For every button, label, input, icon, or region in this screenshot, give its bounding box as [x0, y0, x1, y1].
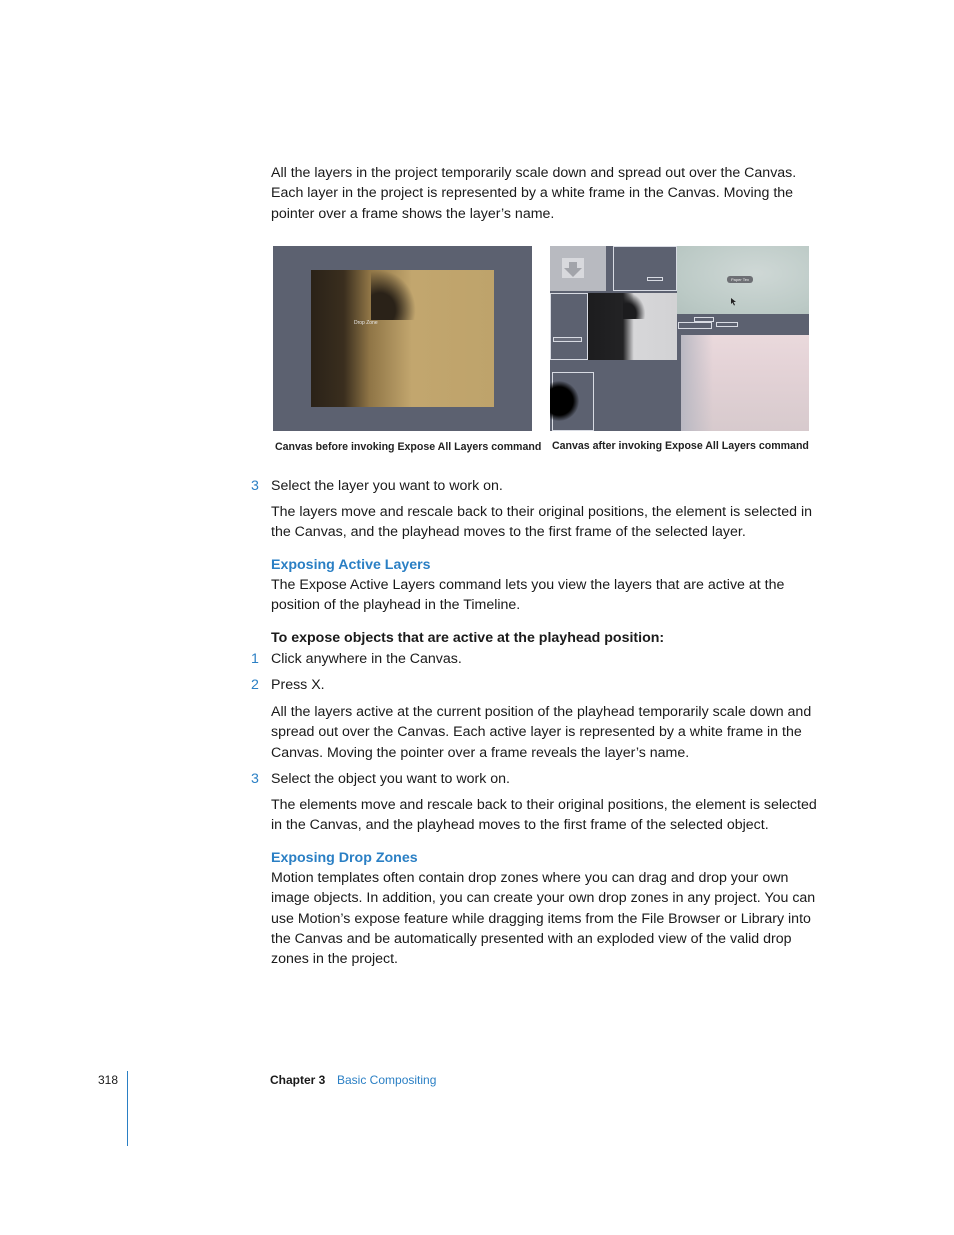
import-arrow-tile: [550, 246, 606, 291]
task-lead: To expose objects that are active at the playhead position:: [271, 630, 665, 646]
caption-after: Canvas after invoking Expose All Layers command: [552, 440, 809, 452]
step-result: The elements move and rescale back to their original positions, the element is selected in the Canvas, and the playhead moves to the first frame of the selected object.: [271, 797, 817, 834]
step-text: Select the layer you want to work on.: [271, 478, 503, 494]
step-number: 3: [251, 771, 259, 787]
step-number: 2: [251, 677, 259, 693]
footer-chapter-title: Basic Compositing: [337, 1073, 437, 1087]
footer-chapter: Chapter 3: [270, 1073, 326, 1087]
step-number: 3: [251, 478, 259, 494]
paper-texture-label: Paper Tex: [727, 276, 753, 283]
drop-zone-label: Drop Zone: [354, 320, 378, 326]
canvas-before-screenshot: [273, 246, 532, 431]
caption-before: Canvas before invoking Expose All Layers command: [275, 441, 542, 453]
layer-frame[interactable]: [553, 337, 582, 342]
down-arrow-icon: [550, 246, 606, 291]
intro-paragraph: All the layers in the project temporarily scale down and spread out over the Canvas. Each layer in the project is represented by a white frame in the Canvas. Moving the pointer over a frame shows the layer’s name.: [271, 165, 797, 222]
layer-frame[interactable]: [552, 372, 594, 431]
layer-frame[interactable]: [716, 322, 738, 327]
page-number: 318: [98, 1073, 119, 1087]
section-body-drop-zones: Motion templates often contain drop zones where you can drag and drop your own image objects. In addition, you can create your own drop zones in any project. You can use Motion’s expose feature while dragging items from the File Browser or Library into the Canvas and be automatically presented with an exploded view of the valid drop zones in the project.: [271, 870, 816, 968]
step-number: 1: [251, 651, 259, 667]
pointer-icon: [731, 298, 737, 306]
silhouette-tile[interactable]: [587, 293, 677, 360]
section-body-active-layers: The Expose Active Layers command lets you view the layers that are active at the position of the playhead in the Timeline.: [271, 577, 785, 614]
layer-frame[interactable]: [678, 322, 712, 329]
layer-frame[interactable]: [647, 277, 663, 281]
layer-frame[interactable]: [613, 246, 677, 291]
step-result: All the layers active at the current position of the playhead temporarily scale down and spread out over the Canvas. Each active layer is represented by a white frame in the Canvas. Moving the pointer over a frame reveals the layer’s name.: [271, 704, 812, 761]
canvas-after-screenshot: [550, 246, 809, 431]
footer-rule: [127, 1071, 128, 1146]
drop-zone-image: [311, 270, 494, 407]
gradient-tile[interactable]: [681, 335, 809, 431]
layer-frame[interactable]: [694, 317, 714, 322]
step-text: Click anywhere in the Canvas.: [271, 651, 462, 667]
layer-frame[interactable]: [550, 293, 588, 360]
step-text: Press X.: [271, 677, 325, 693]
step-text: Select the object you want to work on.: [271, 771, 510, 787]
section-heading-drop-zones: Exposing Drop Zones: [271, 850, 418, 866]
section-heading-active-layers: Exposing Active Layers: [271, 557, 431, 573]
step-result: The layers move and rescale back to their original positions, the element is selected in the Canvas, and the playhead moves to the first frame of the selected layer.: [271, 504, 812, 541]
paper-texture-tile[interactable]: [677, 246, 809, 314]
